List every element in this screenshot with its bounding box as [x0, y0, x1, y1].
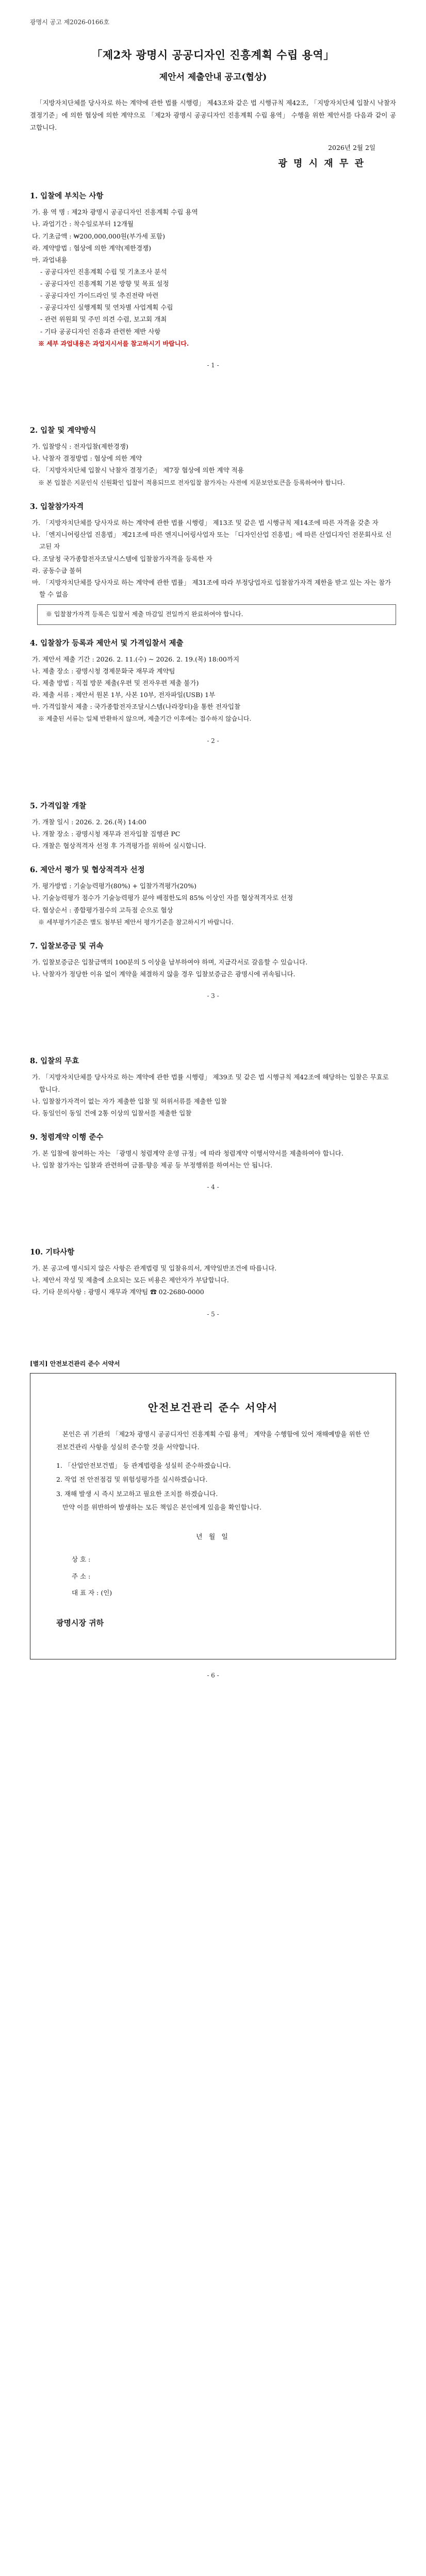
section-line: 라. 계약방법 : 협상에 의한 계약(제한경쟁) [32, 244, 152, 252]
form-sign-company: 상 호 : [72, 1555, 91, 1564]
section-note: ※ 제출된 서류는 일체 반환하지 않으며, 제출기간 이후에는 접수하지 않습니다. [38, 715, 252, 723]
section-line: - 공공디자인 가이드라인 및 추진전략 마련 [40, 292, 159, 300]
section-line: 가. 본 입찰에 참여하는 자는 「광명시 청렴계약 운영 규정」에 따라 청렴계약 이행서약서를 제출하여야 합니다. [32, 1149, 343, 1157]
document-subtitle: 제안서 제출안내 공고(협상) [159, 72, 267, 82]
section-line: 다. 동일인이 동일 건에 2통 이상의 입찰서를 제출한 입찰 [32, 1109, 192, 1117]
section-line: 마. 가격입찰서 제출 : 국가종합전자조달시스템(나라장터)을 통한 전자입찰 [32, 703, 241, 711]
page-number: - 2 - [207, 737, 219, 744]
section-4-title: 4. 입찰참가 등록과 제안서 및 가격입찰서 제출 [30, 638, 184, 648]
page-break [30, 757, 396, 788]
page-number: - 5 - [207, 1310, 219, 1318]
section-line: 나. 낙찰자가 정당한 이유 없이 계약을 체결하지 않을 경우 입찰보증금은 광명시에 귀속됩니다. [32, 970, 296, 978]
section-7-title: 7. 입찰보증금 및 귀속 [30, 942, 104, 951]
section-line: - 공공디자인 실행계획 및 연차별 사업계획 수립 [40, 303, 173, 312]
page-number: - 1 - [207, 362, 219, 369]
section-line: - 공공디자인 진흥계획 기본 방향 및 목표 설정 [40, 280, 169, 287]
page-break [30, 381, 396, 412]
section-line: 가. 개찰 일시 : 2026. 2. 26.(목) 14:00 [32, 818, 146, 826]
section-line: 라. 제출 서류 : 제안서 원본 1부, 사본 10부, 전자파일(USB) 1부 [32, 691, 216, 699]
section-line: - 관련 위원회 및 주민 의견 수렴, 보고회 개최 [40, 315, 167, 324]
section-line: 마. 「지방자치단체를 당사자로 하는 계약에 관한 법률」 제31조에 따라 부정당업자로 입찰참가자격 제한을 받고 있는 자는 참가할 수 없음 [32, 578, 391, 598]
page-number: - 3 - [207, 992, 219, 1000]
section-line: 가. 본 공고에 명시되지 않은 사항은 관계법령 및 입찰유의서, 계약일반조건에 따릅니다. [32, 1264, 277, 1273]
section-line: - 공공디자인 진흥계획 수립 및 기초조사 분석 [40, 267, 167, 276]
issuing-organization: 광 명 시 재 무 관 [278, 158, 365, 170]
page-number: - 6 - [207, 1671, 219, 1679]
section-line: 나. 과업기간 : 착수일로부터 12개월 [32, 220, 134, 228]
publication-number: 광명시 공고 제2026-0166호 [30, 19, 109, 26]
notice-date: 2026년 2월 2일 [328, 144, 375, 152]
section-line: 가. 입찰보증금은 입찰금액의 100분의 5 이상을 납부하여야 하며, 지급각서로 갈음할 수 있습니다. [32, 958, 308, 967]
section-line: 가. 용 역 명 : 제2차 광명시 공공디자인 진흥계획 수립 용역 [32, 208, 198, 216]
form-closing: 만약 이를 위반하여 발생하는 모든 책임은 본인에게 있음을 확인합니다. [62, 1503, 261, 1512]
section-line: 가. 평가방법 : 기술능력평가(80%) + 입찰가격평가(20%) [32, 882, 196, 890]
section-3-title: 3. 입찰참가자격 [30, 502, 84, 512]
section-line: 나. 입찰참가자격이 없는 자가 제출한 입찰 및 허위서류를 제출한 입찰 [32, 1097, 227, 1105]
section-9-title: 9. 청렴계약 이행 준수 [30, 1132, 104, 1142]
document-title: 「제2차 광명시 공공디자인 진흥계획 수립 용역」 [91, 48, 335, 61]
section-line: 다. 협상순서 : 종합평가점수의 고득점 순으로 협상 [32, 906, 173, 914]
section-5-title: 5. 가격입찰 개찰 [30, 801, 87, 810]
section-line: 나. 제출 장소 : 광명시청 경제문화국 재무과 계약팀 [32, 667, 175, 675]
section-line: 다. 조달청 국가종합전자조달시스템에 입찰참가자격을 등록한 자 [32, 554, 212, 563]
section-line: 다. 기초금액 : ₩200,000,000원(부가세 포함) [32, 232, 165, 240]
section-line: 나. 「엔지니어링산업 진흥법」 제21조에 따른 엔지니어링사업자 또는 「디자인산업 진흥법」에 따른 산업디자인 전문회사로 신고된 자 [32, 531, 392, 551]
section-line: 라. 공동수급 불허 [32, 566, 82, 574]
section-line: 나. 입찰 참가자는 입찰과 관련하여 금품·향응 제공 등 부정행위를 하여서는 안 됩니다. [32, 1161, 273, 1170]
page-break [30, 1203, 396, 1234]
section-line: 다. 「지방자치단체 입찰시 낙찰자 결정기준」 제7장 협상에 의한 계약 적용 [32, 466, 244, 474]
section-note: ※ 입찰참가자격 등록은 입찰서 제출 마감일 전일까지 완료하여야 합니다. [37, 604, 396, 625]
section-line: 나. 개찰 장소 : 광명시청 재무과 전자입찰 집행관 PC [32, 830, 181, 838]
form-item: 3. 재해 발생 시 즉시 보고하고 필요한 조치를 하겠습니다. [56, 1489, 218, 1498]
section-line: 나. 낙찰자 결정방법 : 협상에 의한 계약 [32, 454, 142, 463]
section-note: ※ 세부 과업내용은 과업지시서를 참고하시기 바랍니다. [38, 340, 189, 347]
form-addressee: 광명시장 귀하 [56, 1618, 104, 1628]
page-number: - 4 - [207, 1183, 219, 1191]
form-date: 년 월 일 [196, 1533, 230, 1541]
form-body: 본인은 귀 기관의 「제2차 광명시 공공디자인 진흥계획 수립 용역」 계약을 수행함에 있어 재해예방을 위한 안전보건관리 사항을 성실히 준수할 것을 서약합니다. [56, 1430, 370, 1451]
section-note: ※ 세부평가기준은 별도 첨부된 제안서 평가기준을 참고하시기 바랍니다. [38, 918, 234, 926]
pledge-form [30, 1373, 396, 1659]
section-note: ※ 본 입찰은 지문인식 신원확인 입찰이 적용되므로 전자입찰 참가자는 사전에 지문보안토큰을 등록하여야 합니다. [38, 479, 345, 486]
form-sign-address: 주 소 : [72, 1572, 91, 1580]
section-10-title: 10. 기타사항 [30, 1248, 75, 1257]
intro-paragraph: 「지방자치단체를 당사자로 하는 계약에 관한 법률 시행령」 제43조와 같은 법 시행규칙 제42조, 「지방자치단체 입찰시 낙찰자 결정기준」에 의한 협상에 의한 계약으로 「제2차 광명시 공공디자인 진흥계획 수립 용역」 수행을 위한 제안서를 다음과 같이 공고합니다. [30, 99, 396, 131]
form-item: 2. 작업 전 안전점검 및 위험성평가를 실시하겠습니다. [56, 1476, 208, 1484]
section-line: 가. 입찰방식 : 전자입찰(제한경쟁) [32, 443, 128, 451]
section-line: 가. 제안서 제출 기간 : 2026. 2. 11.(수) ~ 2026. 2. 19.(목) 18:00까지 [32, 655, 239, 663]
section-line: 다. 기타 문의사항 : 광명시 재무과 계약팀 ☎ 02-2680-0000 [32, 1288, 204, 1296]
section-line: 마. 과업내용 [32, 256, 68, 264]
section-8-title: 8. 입찰의 무효 [30, 1057, 79, 1066]
section-line: 다. 제출 방법 : 직접 방문 제출(우편 및 전자우편 제출 불가) [32, 679, 199, 687]
section-6-title: 6. 제안서 평가 및 협상적격자 선정 [30, 866, 145, 875]
section-2-title: 2. 입찰 및 계약방식 [30, 426, 96, 435]
form-sign-representative: 대 표 자 : (인) [72, 1589, 112, 1597]
section-line: 나. 제안서 작성 및 제출에 소요되는 모든 비용은 제안자가 부담합니다. [32, 1276, 229, 1284]
page-break [30, 1012, 396, 1043]
form-title: 안전보건관리 준수 서약서 [148, 1401, 278, 1414]
section-line: 가. 「지방자치단체를 당사자로 하는 계약에 관한 법률 시행령」 제13조 및 같은 법 시행규칙 제14조에 따른 자격을 갖춘 자 [32, 519, 379, 527]
form-label: [별지] 안전보건관리 준수 서약서 [30, 1360, 120, 1367]
section-1-title: 1. 입찰에 부치는 사항 [30, 192, 104, 201]
section-line: 나. 기술능력평가 점수가 기술능력평가 분야 배점한도의 85% 이상인 자를 협상적격자로 선정 [32, 894, 293, 902]
section-line: 가. 「지방자치단체를 당사자로 하는 계약에 관한 법률 시행령」 제39조 및 같은 법 시행규칙 제42조에 해당하는 입찰은 무효로 합니다. [32, 1073, 389, 1093]
section-line: - 기타 공공디자인 진흥과 관련한 제반 사항 [40, 327, 161, 335]
form-item: 1. 「산업안전보건법」 등 관계법령을 성실히 준수하겠습니다. [56, 1461, 231, 1469]
section-line: 다. 개찰은 협상적격자 선정 후 가격평가를 위하여 실시합니다. [32, 842, 206, 850]
